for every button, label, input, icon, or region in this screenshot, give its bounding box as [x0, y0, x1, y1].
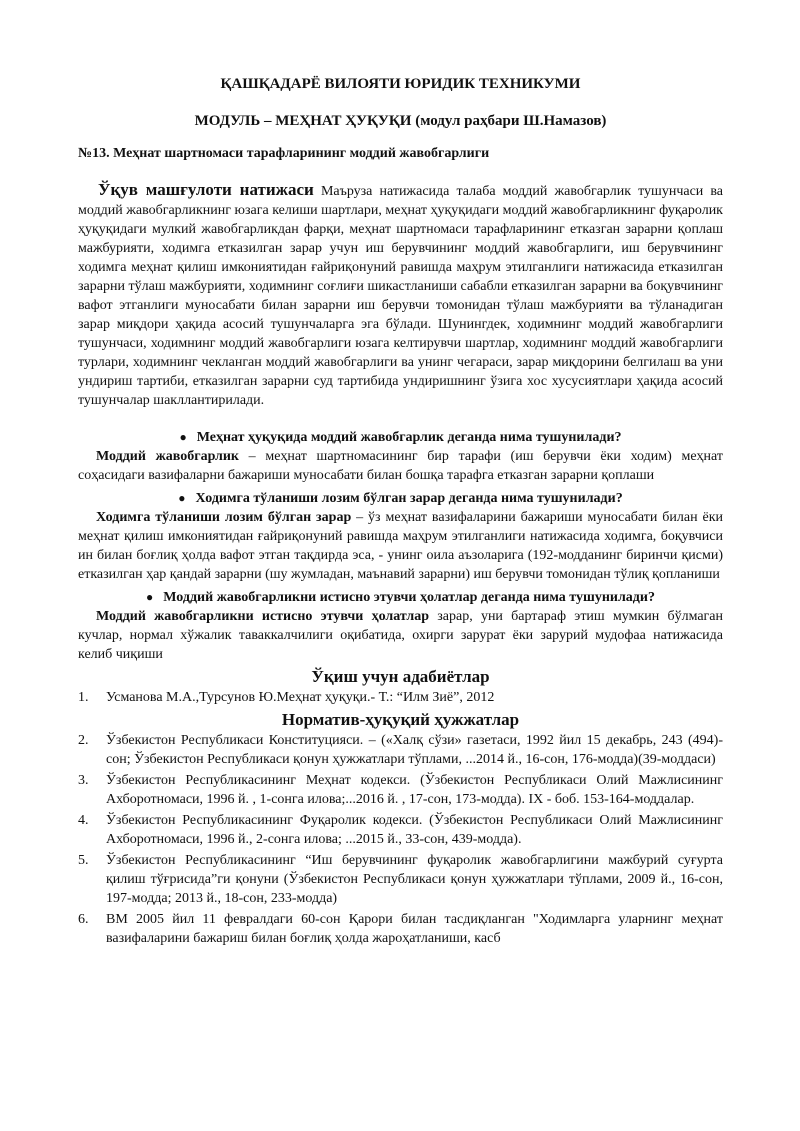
normative-list	[78, 731, 723, 948]
list-item	[78, 731, 723, 769]
question-item	[78, 489, 723, 508]
institution-title: ҚАШҚАДАРЁ ВИЛОЯТИ ЮРИДИК ТЕХНИКУМИ	[220, 76, 581, 92]
module-title: МОДУЛЬ – МЕҲНАТ ҲУҚУҚИ (модул раҳбари Ш.Намазов)	[194, 113, 607, 129]
bullet-icon: ●	[178, 491, 186, 505]
answer-paragraph	[78, 607, 723, 664]
learning-results-paragraph	[78, 180, 723, 410]
bullet-icon: ●	[179, 430, 187, 444]
item-number: 6.	[78, 912, 89, 927]
answer-text: – меҳнат шартномасининг бир тарафи (иш берувчи ёки ходим) меҳнат соҳасидаги вазифаларни бажариши муносабати билан бошқа тарафга етказган зарарни қоплаши	[78, 449, 723, 483]
list-item	[78, 910, 723, 948]
item-text: Усманова М.А.,Турсунов Ю.Меҳнат ҳуқуқи.- Т.: “Илм Зиё”, 2012	[106, 690, 495, 705]
list-item	[78, 811, 723, 849]
item-number: 1.	[78, 690, 89, 705]
question-text: Ходимга тўланиши лозим бўлган зарар деганда нима тушунилади?	[195, 491, 623, 506]
list-item	[78, 688, 723, 707]
item-text: Ўзбекистон Республикасининг Фуқаролик кодекси. (Ўзбекистон Республикаси Олий Мажлисининг Ахборотномаси, 1996 й., 2-сонга илова; ...2015 й., 33-сон, 439-модда).	[106, 813, 723, 847]
question-item	[78, 588, 723, 607]
literature-heading: Ўқиш учун адабиётлар	[311, 667, 490, 686]
list-item	[78, 771, 723, 809]
answer-term: Моддий жавобгарликни истисно этувчи ҳолатлар	[96, 609, 430, 624]
learning-results-lead: Ўқув машғулоти натижаси	[98, 180, 314, 199]
item-text: Ўзбекистон Республикасининг “Иш берувчининг фуқаролик жавобгарлигини мажбурий суғурта қилиш тўғрисида”ги қонуни (Ўзбекистон Республикаси қонун ҳужжатлари тўплами, 2009 й., 16-сон, 197-модда; 2013 й., 18-сон, 233-модда)	[106, 853, 723, 906]
item-text: ВМ 2005 йил 11 февралдаги 60-сон Қарори билан тасдиқланган "Ходимларга уларнинг меҳнат вазифаларини бажариш билан боғлиқ ҳолда жароҳатланиши, касб	[106, 912, 723, 946]
list-item	[78, 851, 723, 908]
answer-term: Ходимга тўланиши лозим бўлган зарар	[96, 510, 352, 525]
literature-list	[78, 688, 723, 707]
question-text: Моддий жавобгарликни истисно этувчи ҳолатлар деганда нима тушунилади?	[163, 590, 655, 605]
answer-paragraph	[78, 447, 723, 485]
answer-text: – ўз меҳнат вазифаларини бажариши муносабати билан ёки меҳнат қилиш имкониятидан ғайриқонуний равишда маҳрум этилганлиги натижасида ходимга, боқувчиси ин билан боғлиқ ҳолда вафот этган тақдирда эса, - унинг оила аъзоларига (192-модданинг биринчи қисми) етказилган ҳар қандай зарарни (шу жумладан, маънавий зарарни) иш берувчи томонидан тўлиқ қопланиши	[78, 510, 723, 582]
normative-heading: Норматив-ҳуқуқий ҳужжатлар	[281, 710, 520, 729]
bullet-icon: ●	[146, 590, 154, 604]
question-item	[78, 428, 723, 447]
item-number: 5.	[78, 853, 89, 868]
answer-text: зарар, уни бартараф этиш мумкин бўлмаган кучлар, нормал хўжалик таваккалчилиги оқибатида, охирги зарурат ёки зарурий мудофаа натижасида келиб чиқиши	[78, 609, 723, 662]
document-page	[78, 70, 723, 948]
question-text: Меҳнат ҳуқуқида моддий жавобгарлик деганда нима тушунилади?	[196, 430, 622, 445]
item-number: 2.	[78, 733, 89, 748]
answer-paragraph	[78, 508, 723, 584]
item-text: Ўзбекистон Республикаси Конституцияси. – («Халқ сўзи» газетаси, 1992 йил 15 декабрь, 243 (494)-сон; Ўзбекистон Республикаси қонун ҳужжатлари тўплами, ...2014 й., 16-сон, 176-модда)(39-моддаси)	[106, 733, 723, 767]
item-number: 3.	[78, 773, 89, 788]
topic-title: №13. Меҳнат шартномаси тарафларининг моддий жавобгарлиги	[78, 146, 490, 161]
item-number: 4.	[78, 813, 89, 828]
learning-results-text: Маъруза натижасида талаба моддий жавобгарлик тушунчаси ва моддий жавобгарликнинг юзага келиши шартлари, меҳнат ҳуқуқидаги моддий жавобгарликнинг фуқаролик ҳуқуқидаги мулкий жавобгарликдан фарқи, меҳнат шартномаси тарафларининг етказган зарарни қоплаш мажбурияти, ходимга етказилган зарар учун иш берувчининг моддий жавобгарлиги, иш берувчининг ходимга меҳнат қилиш имкониятидан ғайриқонуний равишда маҳрум этилганлиги натижасида етказилган зарарни тўлаш мажбурияти, ходимнинг соғлиғи шикастланиши сабабли етказилган зарарни ва боқувчининг вафот этганлиги муносабати билан зарарни иш берувчи томонидан тўлаш мажбурияти ва тўланадиган зарар миқдори ҳақида асосий тушунчаларга эга бўлади. Шунингдек, ходимнинг моддий жавобгарлиги тушунчаси, ходимнинг моддий жавобгарлиги юзага келтирувчи шартлар, ходимнинг моддий жавобгарлиги турлари, ходимнинг чекланган моддий жавобгарлиги ва унинг чегараси, зарар миқдорини белгилаш ва уни ундириш тартиби, етказилган зарарни суд тартибида ундиришнинг ўзига хос хусусиятлари ҳақида асосий тушунчалар шакллантирилади.	[78, 184, 723, 408]
answer-term: Моддий жавобгарлик	[96, 449, 239, 464]
item-text: Ўзбекистон Республикасининг Меҳнат кодекси. (Ўзбекистон Республикаси Олий Мажлисининг Ахборотномаси, 1996 й. , 1-сонга илова;...2016 й. , 17-сон, 173-модда). IX - боб. 153-164-моддалар.	[106, 773, 723, 807]
